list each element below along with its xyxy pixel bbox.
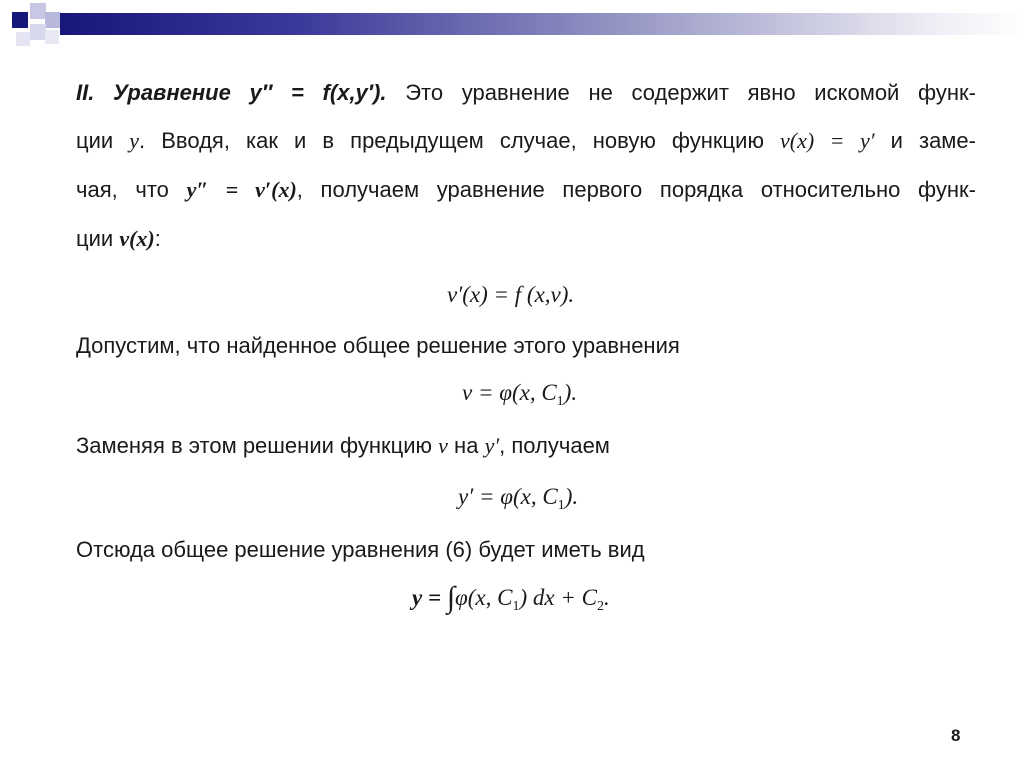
paragraph-4-text: Отсюда общее решение уравнения (6) будет иметь вид <box>76 537 645 562</box>
text-segment: Заменяя в этом решении функцию <box>76 433 433 458</box>
equation-4-body: φ(x, C <box>455 585 513 610</box>
equation-1-text: v′(x) = f (x,v). <box>447 282 575 307</box>
paragraph-2-text: Допустим, что найденное общее решение этого уравнения <box>76 333 680 358</box>
text-segment: и заме- <box>890 128 976 153</box>
text-segment: , получаем уравнение первого порядка относительно функ- <box>296 177 976 202</box>
equation-2 <box>462 380 577 415</box>
deco-square-light <box>16 32 30 46</box>
equation-1 <box>447 282 574 308</box>
equation-4-end: . <box>603 585 610 610</box>
header-gradient-bar <box>60 13 1024 35</box>
math-v: v <box>438 433 448 458</box>
integral-sign: ∫ <box>446 581 456 614</box>
math-y-prime: y′ <box>484 433 500 458</box>
equation-2-main: v = φ(x, C <box>462 380 557 405</box>
deco-square-light <box>30 24 46 40</box>
deco-square-light <box>45 30 59 44</box>
math-vx: v(x) <box>119 226 155 251</box>
equation-3-subscript: 1 <box>557 498 565 513</box>
math-y: y <box>129 128 140 153</box>
math-y2-eq: y″ = v′(x) <box>186 177 297 202</box>
header-decoration <box>0 0 1024 60</box>
text-segment: на <box>454 433 479 458</box>
page-number: 8 <box>951 726 961 745</box>
equation-3-main: y′ = φ(x, C <box>458 484 558 509</box>
heading-equation: y″ = f(x,y′). <box>249 80 387 105</box>
paragraph-3 <box>76 433 610 459</box>
text-segment: ции <box>76 128 114 153</box>
math-vx-eq: v(x) = y′ <box>780 128 875 153</box>
equation-2-subscript: 1 <box>556 394 564 409</box>
paragraph-line-1 <box>76 80 976 106</box>
paragraph-4 <box>76 537 645 563</box>
deco-square-light <box>45 12 61 28</box>
equation-4 <box>412 581 610 620</box>
equation-4-lhs: y = <box>412 585 442 610</box>
deco-square-light <box>30 3 46 19</box>
paragraph-line-4 <box>76 226 161 252</box>
text-segment: : <box>154 226 161 251</box>
equation-4-subscript-2: 2 <box>596 599 604 614</box>
paragraph-line-2 <box>76 128 976 154</box>
paragraph-line-3 <box>76 177 976 203</box>
text-segment: . Вводя, как и в предыдущем случае, новую функцию <box>139 128 764 153</box>
equation-3-end: ). <box>564 484 579 509</box>
equation-2-end: ). <box>563 380 578 405</box>
deco-square-dark <box>12 12 28 28</box>
equation-4-subscript-1: 1 <box>512 599 520 614</box>
text-segment: , получаем <box>499 433 610 458</box>
text-segment: чая, что <box>76 177 169 202</box>
heading-rest: Это уравнение не содержит явно искомой функ- <box>405 80 977 105</box>
section-heading: II. Уравнение <box>76 80 231 105</box>
text-segment: ции <box>76 226 114 251</box>
equation-4-close: ) dx + C <box>519 585 597 610</box>
paragraph-2 <box>76 333 680 359</box>
equation-3 <box>458 484 578 519</box>
